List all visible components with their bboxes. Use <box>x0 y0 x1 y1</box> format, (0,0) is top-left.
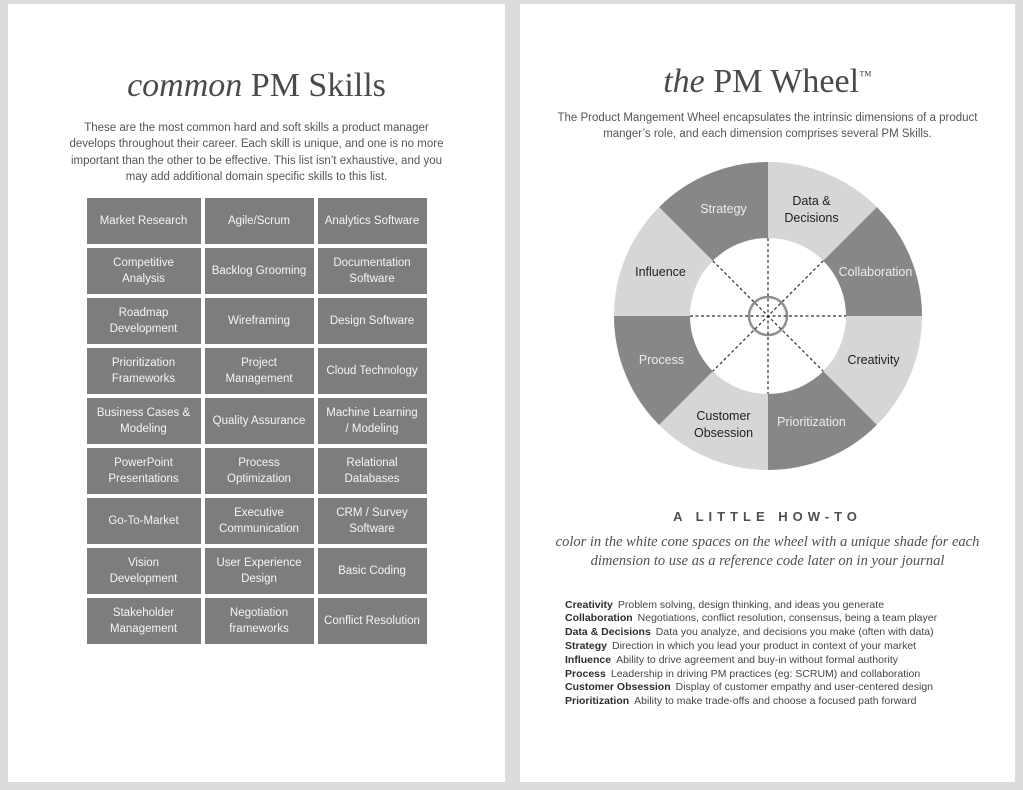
title-word-italic: common <box>127 67 243 104</box>
skills-grid <box>87 198 427 644</box>
intro-paragraph: These are the most common hard and soft skills a product manager develops throughout their career. Each skill is unique, and one is no more important than the other to be effective. This list isn’t exhaustive, and you may add additional domain specific skills to this list. <box>69 122 444 184</box>
skill-cell: Analytics Software <box>318 198 427 244</box>
wheel-label-customer-obsession: Customer Obsession <box>693 409 754 440</box>
page-title-left <box>8 4 505 105</box>
wheel-label-influence: Influence <box>635 265 686 280</box>
skill-cell: PowerPoint Presentations <box>87 448 201 494</box>
definition-row <box>565 681 1015 695</box>
skill-cell: Project Management <box>205 348 314 394</box>
howto-instruction: color in the white cone spaces on the wheel with a unique shade for each dimension to use as a reference code later on in your journal <box>555 534 980 570</box>
definition-row <box>565 668 1015 682</box>
title-word-italic: the <box>663 63 705 100</box>
definition-text: Display of customer empathy and user-centered design <box>675 681 934 694</box>
skill-cell: Go-To-Market <box>87 498 201 544</box>
wheel-label-data-decisions: Data & Decisions <box>784 194 839 225</box>
definition-row <box>565 612 1015 626</box>
definition-row <box>565 640 1015 654</box>
page-right <box>520 4 1015 782</box>
subtitle-paragraph: The Product Mangement Wheel encapsulates the intrinsic dimensions of a product manger’s role, and each dimension comprises several PM Skills. <box>557 112 978 141</box>
definition-text: Negotiations, conflict resolution, consensus, being a team player <box>637 612 938 625</box>
definition-row <box>565 695 1015 709</box>
definition-row <box>565 654 1015 668</box>
dimension-definitions <box>565 599 1015 709</box>
skill-cell: Wireframing <box>205 298 314 344</box>
wheel-label-strategy: Strategy <box>700 202 747 217</box>
skill-cell: Business Cases & Modeling <box>87 398 201 444</box>
skill-cell: Machine Learning / Modeling <box>318 398 427 444</box>
skill-cell: Quality Assurance <box>205 398 314 444</box>
skill-cell: CRM / Survey Software <box>318 498 427 544</box>
title-rest: PM Wheel <box>704 63 860 100</box>
skill-cell: Relational Databases <box>318 448 427 494</box>
wheel-label-process: Process <box>638 353 685 368</box>
title-rest: PM Skills <box>242 67 386 104</box>
skill-cell: Documentation Software <box>318 248 427 294</box>
skill-cell: Roadmap Development <box>87 298 201 344</box>
skill-cell: Negotiation frameworks <box>205 598 314 644</box>
wheel-label-creativity: Creativity <box>847 353 900 368</box>
skill-cell: Process Optimization <box>205 448 314 494</box>
skill-cell: Basic Coding <box>318 548 427 594</box>
skill-cell: Executive Communication <box>205 498 314 544</box>
skill-cell: Backlog Grooming <box>205 248 314 294</box>
skill-cell: Market Research <box>87 198 201 244</box>
definition-text: Data you analyze, and decisions you make (often with data) <box>655 626 934 639</box>
skill-cell: Design Software <box>318 298 427 344</box>
skill-cell: Cloud Technology <box>318 348 427 394</box>
definition-term: Influence <box>565 653 612 666</box>
definition-term: Strategy <box>565 639 608 652</box>
definition-term: Data & Decisions <box>565 626 651 639</box>
definition-text: Problem solving, design thinking, and ideas you generate <box>617 598 885 611</box>
page-title-right <box>520 4 1015 101</box>
wheel-label-collaboration: Collaboration <box>838 265 913 280</box>
skill-cell: Conflict Resolution <box>318 598 427 644</box>
wheel-label-prioritization: Prioritization <box>777 415 846 430</box>
howto-heading: A LITTLE HOW-TO <box>673 509 862 525</box>
definition-term: Process <box>565 667 606 680</box>
definition-text: Ability to make trade-offs and choose a focused path forward <box>634 695 917 708</box>
skill-cell: Vision Development <box>87 548 201 594</box>
skill-cell: Agile/Scrum <box>205 198 314 244</box>
definition-text: Leadership in driving PM practices (eg: SCRUM) and collaboration <box>610 667 921 680</box>
definition-term: Prioritization <box>565 695 630 708</box>
definition-term: Customer Obsession <box>565 681 671 694</box>
definition-text: Direction in which you lead your product in context of your market <box>612 639 917 652</box>
definition-term: Creativity <box>565 598 613 611</box>
skill-cell: Competitive Analysis <box>87 248 201 294</box>
pm-wheel-diagram <box>608 156 928 476</box>
definition-row <box>565 626 1015 640</box>
skill-cell: Prioritization Frameworks <box>87 348 201 394</box>
trademark-symbol: ™ <box>859 67 872 83</box>
definition-term: Collaboration <box>565 612 633 625</box>
definition-row <box>565 599 1015 613</box>
skill-cell: User Experience Design <box>205 548 314 594</box>
skill-cell: Stakeholder Management <box>87 598 201 644</box>
definition-text: Ability to drive agreement and buy-in without formal authority <box>616 653 898 666</box>
page-left <box>8 4 505 782</box>
